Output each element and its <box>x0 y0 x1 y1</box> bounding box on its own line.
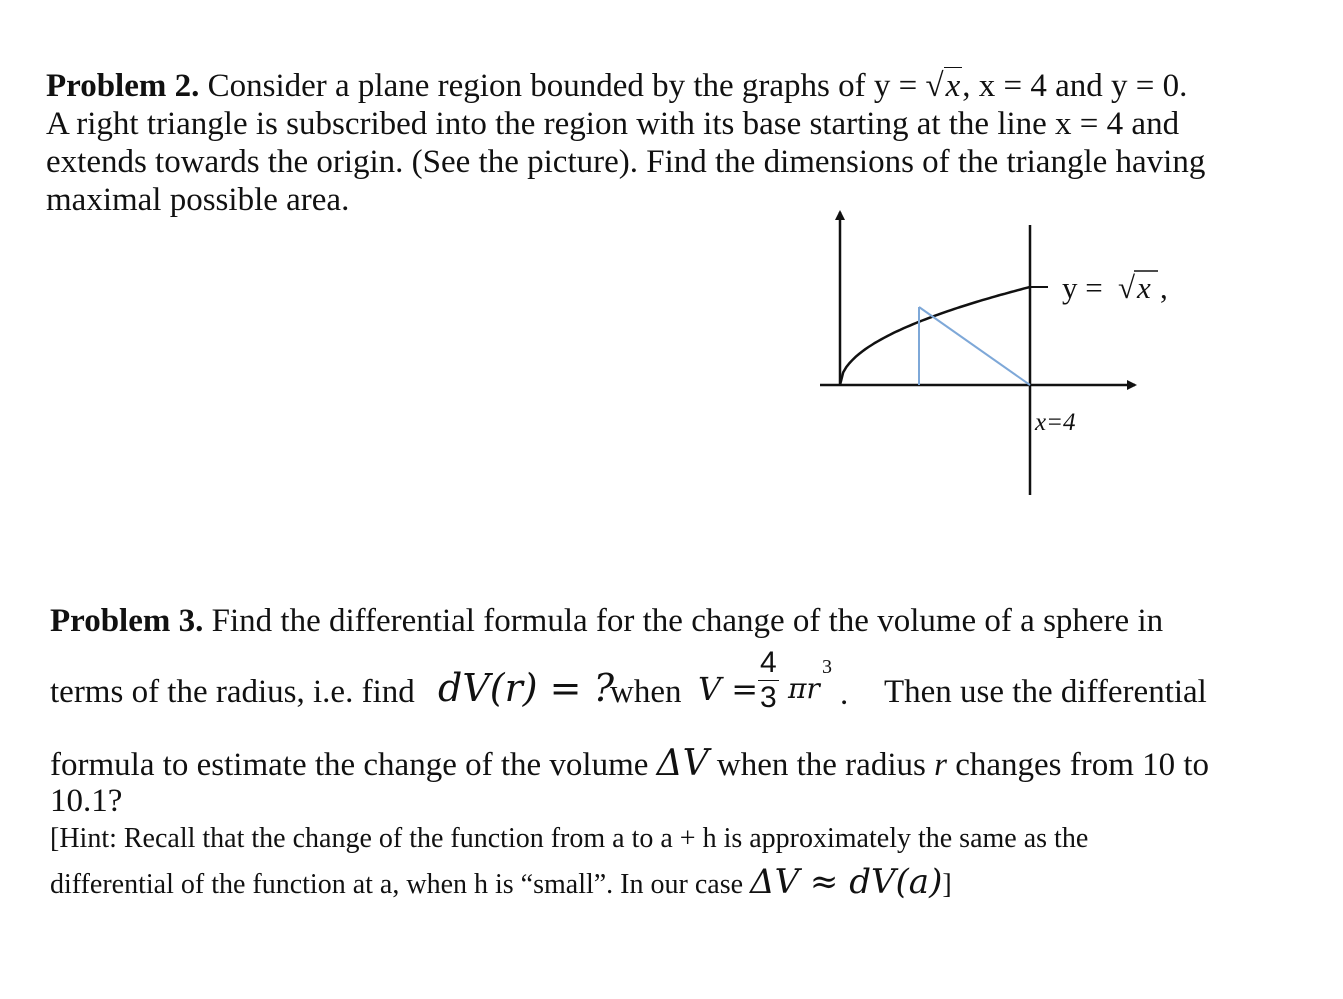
problem-2-line-3: extends towards the origin. (See the picture). Find the dimensions of the triangle having <box>46 144 1206 180</box>
when-text: when <box>610 674 682 710</box>
hint-line-1: [Hint: Recall that the change of the function from a to a + h is approximately the same as the <box>50 823 1089 854</box>
problem-3-line-4: 10.1? <box>50 783 123 819</box>
problem-3-label: Problem 3. <box>50 603 204 639</box>
delta-v: ΔV <box>656 743 709 784</box>
problem-2-line-1 <box>46 67 1286 105</box>
problem-3-line-1 <box>50 603 1163 640</box>
hint-line-2-text: differential of the function at a, when h is “small”. In our case <box>50 869 744 900</box>
curve-label-radical: √ <box>1118 270 1136 305</box>
sqrt-expression: √x <box>925 68 961 104</box>
problem-3-line-3-text-b: when the radius <box>716 747 926 783</box>
problem-3-line-3-text: formula to estimate the change of the volume <box>50 747 649 783</box>
four-thirds-fraction <box>758 646 779 715</box>
curve-label-suffix: , <box>1160 270 1168 305</box>
problem-2-line-1-text: Consider a plane region bounded by the graphs of y = <box>207 68 918 104</box>
radius-variable: r <box>934 747 947 783</box>
problem-3-line-2-end: Then use the differential <box>884 674 1207 710</box>
problem-2-label: Problem 2. <box>46 68 200 104</box>
problem-2 <box>46 67 1286 219</box>
hint-line-2 <box>50 862 952 902</box>
problem-3-line-3 <box>50 743 1209 784</box>
problem-2-line-4: maximal possible area. <box>46 182 350 218</box>
region-figure <box>800 200 1230 500</box>
sqrt-curve <box>840 287 1030 385</box>
formula-period: . <box>840 676 849 712</box>
hint-close-bracket: ] <box>942 869 952 900</box>
fraction-numerator: 4 <box>760 646 777 679</box>
v-lhs: V = <box>698 670 759 708</box>
curve-label-arg: x <box>1137 270 1151 305</box>
problem-2-line-2: A right triangle is subscribed into the region with its base starting at the line x = 4 and <box>46 106 1180 142</box>
pi-r: πr <box>788 672 820 705</box>
problem-2-line-1-end: , x = 4 and y = 0. <box>962 68 1188 104</box>
r-exponent: 3 <box>822 656 832 678</box>
hint-expression: ΔV ≈ dV(a) <box>750 862 943 902</box>
problem-3-line-2-text: terms of the radius, i.e. find <box>50 674 415 710</box>
curve-label-prefix: y = <box>1062 270 1103 305</box>
dv-expression: dV(r) = ? <box>438 666 614 710</box>
sqrt-argument: x <box>945 68 961 104</box>
x-equals-4-label: x=4 <box>1035 409 1076 436</box>
fraction-denominator: 3 <box>760 681 777 714</box>
triangle-hypotenuse <box>919 307 1030 385</box>
problem-3-line-3-text-c: changes from 10 to <box>955 747 1210 783</box>
problem-3-line-1-text: Find the differential formula for the change of the volume of a sphere in <box>211 603 1164 639</box>
